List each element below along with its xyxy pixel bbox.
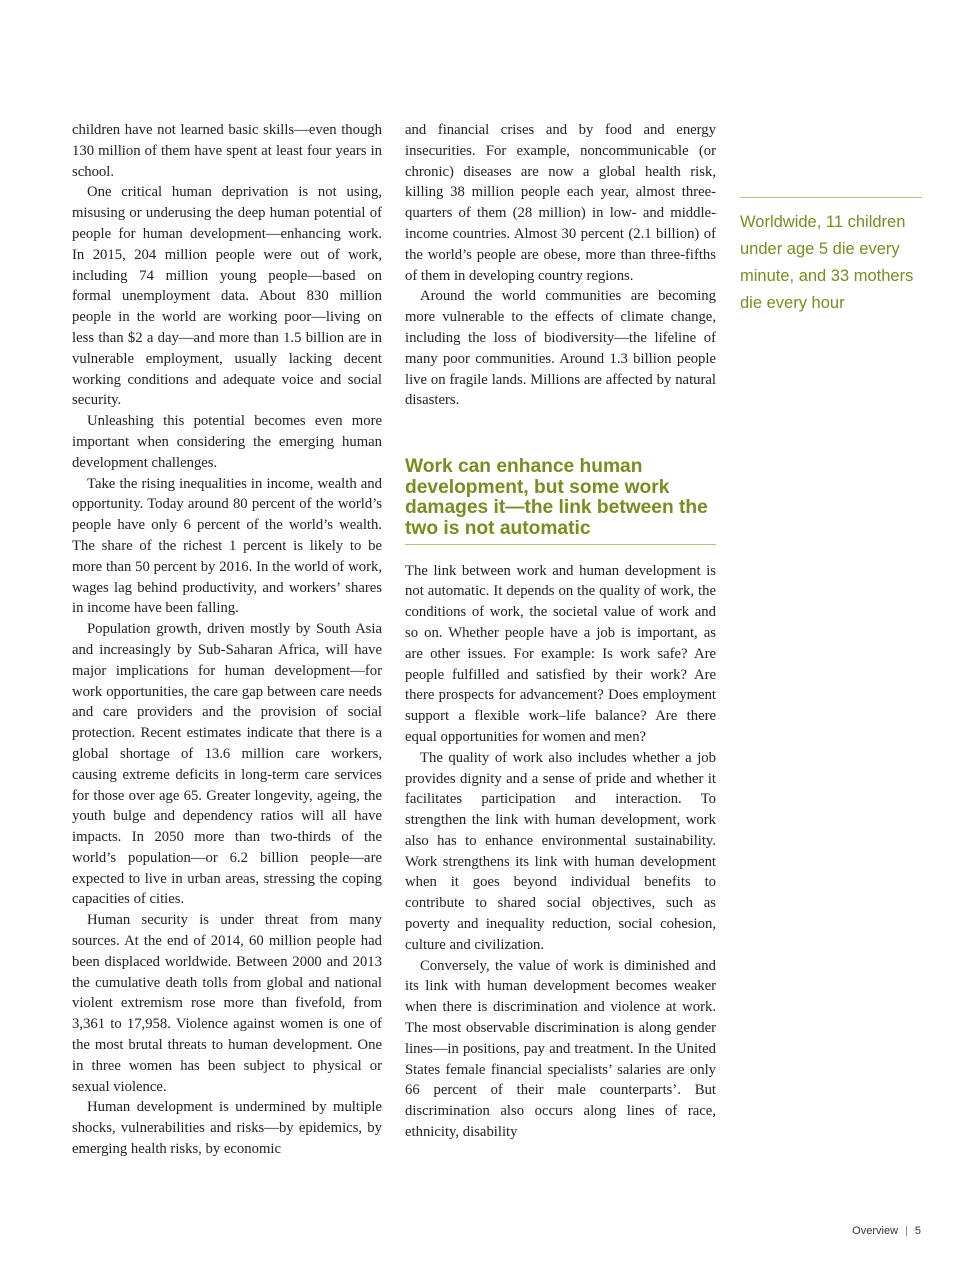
page-number: 5 <box>914 1225 921 1237</box>
body-paragraph: children have not learned basic skills—even though 130 million of them have spent at least four years in school. <box>72 122 382 180</box>
left-column <box>72 120 382 1160</box>
body-paragraph: One critical human deprivation is not using, misusing or underusing the deep human potential of people for human development—enhancing work. In 2015, 204 million people were out of work, including 74 million young people—based on formal unemployment data. About 830 million people in the world are working poor—living on less than $2 a day—and more than 1.5 billion are in vulnerable employment, usually lacking decent working conditions and adequate voice and social security. <box>72 184 382 409</box>
page-footer <box>852 1225 921 1237</box>
body-paragraph: Population growth, driven mostly by South Asia and increasingly by Sub-Saharan Africa, will have major implications for human development—for work opportunities, the care gap between care needs and care providers and the provision of social protection. Recent estimates indicate that there is a global shortage of 13.6 million care workers, causing extreme deficits in long-term care services for those over age 65. Greater longevity, ageing, the youth bulge and dependency ratios will all have impacts. In 2050 more than two-thirds of the world’s population—or 6.2 billion people—are expected to live in urban areas, stressing the coping capacities of cities. <box>72 621 382 908</box>
pull-quote-text: Worldwide, 11 children under age 5 die every minute, and 33 mothers die every hour <box>740 213 914 312</box>
footer-section-label: Overview <box>852 1225 899 1237</box>
body-paragraph: Conversely, the value of work is diminished and its link with human development becomes weaker when there is discrimination and violence at work. The most observable discrimination is along gender lines—in positions, pay and treatment. In the United States female financial specialists’ salaries are only 66 percent of their male counterparts’. But discrimination also occurs along lines of race, ethnicity, disability <box>405 957 716 1141</box>
body-paragraph: Unleashing this potential becomes even more important when considering the emerging human development challenges. <box>72 413 382 471</box>
pull-quote <box>740 197 922 317</box>
body-paragraph: Human security is under threat from many sources. At the end of 2014, 60 million people had been displaced worldwide. Between 2000 and 2013 the cumulative death tolls from global and national violent extremism rose more than fivefold, from 3,361 to 17,958. Violence against women is one of the most brutal threats to human development. One in three women has been subject to physical or sexual violence. <box>72 912 382 1095</box>
footer-separator: | <box>905 1225 908 1237</box>
body-paragraph: Human development is undermined by multiple shocks, vulnerabilities and risks—by epidemics, by emerging health risks, by economic <box>72 1099 382 1158</box>
body-paragraph: Around the world communities are becoming more vulnerable to the effects of climate change, including the loss of biodiversity—the lifeline of many poor communities. Around 1.3 billion people live on fragile lands. Millions are affected by natural disasters. <box>405 288 716 409</box>
section-heading: Work can enhance human development, but some work damages it—the link between the two is not automatic <box>405 457 716 544</box>
middle-column <box>405 120 716 1143</box>
body-paragraph: The link between work and human development is not automatic. It depends on the quality of work, the conditions of work, the societal value of work and so on. Whether people have a job is important, as are other issues. For example: Is work safe? Are people fulfilled and satisfied by their work? Are there prospects for advancement? Does employment support a flexible work–life balance? Are there equal opportunities for women and men? <box>405 562 716 745</box>
body-paragraph: Take the rising inequalities in income, wealth and opportunity. Today around 80 percent of the world’s people have only 6 percent of the world’s wealth. The share of the richest 1 percent is likely to be more than 50 percent by 2016. In the world of work, wages lag behind productivity, and workers’ shares in income have been falling. <box>72 475 382 617</box>
body-paragraph: The quality of work also includes whether a job provides dignity and a sense of pride and whether it facilitates participation and interaction. To strengthen the link with human development, work also has to enhance environmental sustainability. Work strengthens its link with human development when it goes beyond individual benefits to contribute to shared social objectives, such as poverty and inequality reduction, social cohesion, culture and civilization. <box>405 749 716 953</box>
body-paragraph: and financial crises and by food and energy insecurities. For example, noncommunicable (or chronic) diseases are now a global health risk, killing 38 million people each year, almost three-quarters of them (28 million) in low- and middle-income countries. Almost 30 percent (2.1 billion) of the world’s people are obese, more than three-fifths of them in developing country regions. <box>405 122 716 284</box>
